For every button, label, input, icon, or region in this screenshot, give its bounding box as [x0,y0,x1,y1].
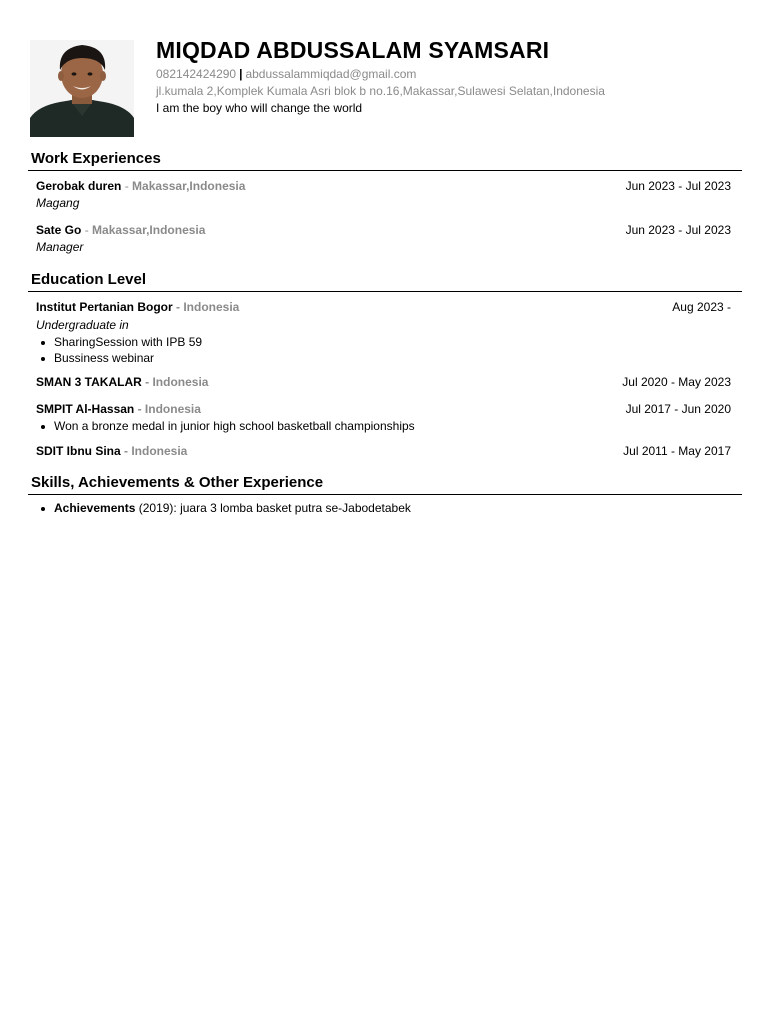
section-title-education: Education Level [31,271,147,288]
work-dates: Jun 2023 - Jul 2023 [625,179,731,193]
school-location: - Indonesia [124,444,188,458]
section-title-work: Work Experiences [31,150,161,167]
education-dates: Aug 2023 - [672,300,731,314]
work-location: Makassar,Indonesia [132,179,246,193]
education-entry-heading [36,300,239,314]
contact-separator: | [239,67,243,81]
section-divider [28,494,742,495]
school-name: SMPIT Al-Hassan [36,402,135,416]
education-bullet: SharingSession with IPB 59 [54,335,203,349]
school-name: SDIT Ibnu Sina [36,444,121,458]
education-dates: Jul 2011 - May 2017 [623,444,731,458]
education-dates: Jul 2020 - May 2023 [622,375,731,389]
school-name: SMAN 3 TAKALAR [36,375,142,389]
profile-photo-illustration [30,40,134,137]
profile-photo [30,40,134,137]
employer-name: Sate Go [36,223,82,237]
education-entry-heading [36,402,201,416]
skills-bullet [54,501,411,515]
email-address: abdussalammiqdad@gmail.com [245,67,417,81]
school-location: - Indonesia [137,402,201,416]
tagline: I am the boy who will change the world [156,101,363,115]
work-dates: Jun 2023 - Jul 2023 [625,223,731,237]
education-entry-heading [36,444,187,458]
section-divider [28,170,742,171]
separator-dash: - [84,223,89,237]
candidate-name: MIQDAD ABDUSSALAM SYAMSARI [156,37,550,63]
school-location: - Indonesia [145,375,209,389]
school-location: - Indonesia [176,300,240,314]
employer-name: Gerobak duren [36,179,122,193]
phone-number: 082142424290 [156,67,237,81]
section-divider [28,291,742,292]
contact-line [156,67,416,81]
education-dates: Jul 2017 - Jun 2020 [625,402,731,416]
education-bullet: Won a bronze medal in junior high school basketball championships [54,419,415,433]
section-title-skills: Skills, Achievements & Other Experience [31,474,324,491]
degree: Undergraduate in [36,318,129,332]
work-entry-heading [36,223,205,237]
skill-detail: (2019): juara 3 lomba basket putra se-Jabodetabek [138,501,411,515]
separator-dash: - [124,179,129,193]
school-name: Institut Pertanian Bogor [36,300,173,314]
education-entry-heading [36,375,208,389]
education-bullet: Bussiness webinar [54,351,155,365]
work-location: Makassar,Indonesia [92,223,206,237]
work-role: Manager [36,240,84,254]
skill-label: Achievements [54,501,136,515]
work-role: Magang [36,196,80,210]
home-address: jl.kumala 2,Komplek Kumala Asri blok b no.16,Makassar,Sulawesi Selatan,Indonesia [156,84,605,98]
work-entry-heading [36,179,245,193]
